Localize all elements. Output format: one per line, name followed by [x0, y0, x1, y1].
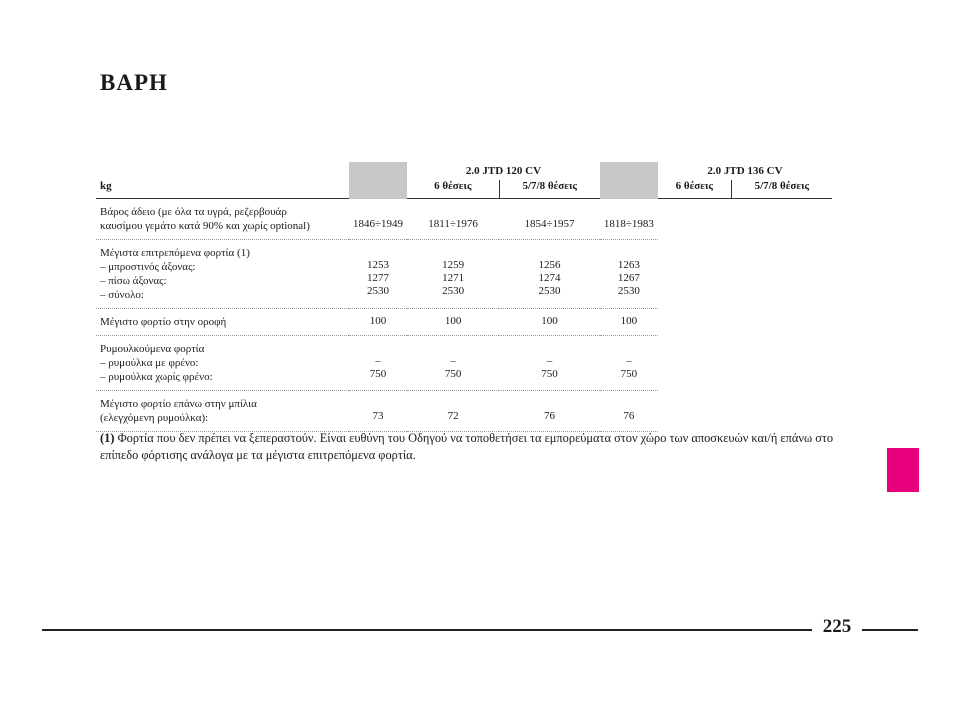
value-cell: 1811÷1976 — [407, 199, 499, 240]
row-label-line: – μπροστινός άξονας: — [100, 261, 196, 273]
page-title: ΒΑΡΗ — [100, 70, 168, 95]
weights-table — [96, 162, 832, 432]
value-cell: – 750 — [600, 336, 658, 391]
footer-rule — [42, 629, 812, 631]
seats-header: 6 θέσεις — [658, 180, 731, 199]
table-row — [96, 199, 832, 240]
value-cell: 1263 1267 2530 — [600, 240, 658, 309]
section-tab — [887, 448, 919, 492]
value-cell: – 750 — [499, 336, 600, 391]
table-row — [96, 309, 832, 336]
row-label-line: – ρυμούλκα με φρένο: — [100, 357, 199, 369]
row-label-line: Μέγιστο φορτίο επάνω στην μπίλια — [100, 398, 257, 410]
value-cell: 100 — [349, 309, 407, 336]
value-cell: 100 — [407, 309, 499, 336]
seats-header: 5/7/8 θέσεις — [731, 180, 832, 199]
row-label — [96, 199, 349, 240]
engine-120-header: 2.0 JTD 120 CV — [465, 165, 542, 177]
footnote-marker: (1) — [100, 431, 115, 445]
row-label-line: Βάρος άδειο (με όλα τα υγρά, ρεζερβουάρ — [100, 206, 287, 218]
value-cell: 76 — [499, 391, 600, 432]
engine-136-header: 2.0 JTD 136 CV — [707, 165, 783, 177]
row-label-line: – ρυμούλκα χωρίς φρένο: — [100, 371, 213, 383]
value-cell: 1818÷1983 — [600, 199, 658, 240]
column-divider — [600, 162, 658, 199]
value-cell: 1253 1277 2530 — [349, 240, 407, 309]
row-label — [96, 336, 349, 391]
table-row — [96, 240, 832, 309]
row-label-line: – σύνολο: — [100, 289, 144, 301]
unit-label: kg — [96, 180, 349, 199]
value-cell: 1846÷1949 — [349, 199, 407, 240]
value-cell: 72 — [407, 391, 499, 432]
row-label — [96, 391, 349, 432]
row-label-line: Μέγιστα επιτρεπόμενα φορτία (1) — [100, 247, 250, 259]
footer-rule — [862, 629, 918, 631]
row-label-line: Μέγιστο φορτίο στην οροφή — [100, 316, 227, 328]
table-row — [96, 336, 832, 391]
row-label-line: (ελεγχόμενη ρυμούλκα): — [100, 412, 209, 424]
row-label-line: – πίσω άξονας: — [100, 275, 167, 287]
seats-header: 5/7/8 θέσεις — [499, 180, 600, 199]
table-row — [96, 391, 832, 432]
value-cell: – 750 — [407, 336, 499, 391]
row-label-line: Ρυμουλκούμενα φορτία — [100, 343, 205, 355]
value-cell: 100 — [600, 309, 658, 336]
value-cell: 100 — [499, 309, 600, 336]
value-cell: – 750 — [349, 336, 407, 391]
footnote — [100, 430, 860, 464]
value-cell: 1256 1274 2530 — [499, 240, 600, 309]
value-cell: 1854÷1957 — [499, 199, 600, 240]
row-label-line: καυσίμου γεμάτο κατά 90% και χωρίς optional) — [100, 220, 310, 232]
row-label — [96, 309, 349, 336]
value-cell: 73 — [349, 391, 407, 432]
column-divider — [349, 162, 407, 199]
page-number: 225 — [822, 616, 852, 637]
seats-header-row — [96, 180, 832, 199]
footnote-text: Φορτία που δεν πρέπει να ξεπεραστούν. Είναι ευθύνη του Οδηγού να τοποθετήσει τα εμπορεύματα στον χώρο των αποσκευών και/ή επάνω στο επίπεδο φόρτισης ανάλογα με τα μέγιστα επιτρεπόμενα φορτία. — [100, 431, 834, 462]
value-cell: 76 — [600, 391, 658, 432]
seats-header: 6 θέσεις — [407, 180, 499, 199]
value-cell: 1259 1271 2530 — [407, 240, 499, 309]
row-label — [96, 240, 349, 309]
engine-header-row — [96, 162, 832, 180]
